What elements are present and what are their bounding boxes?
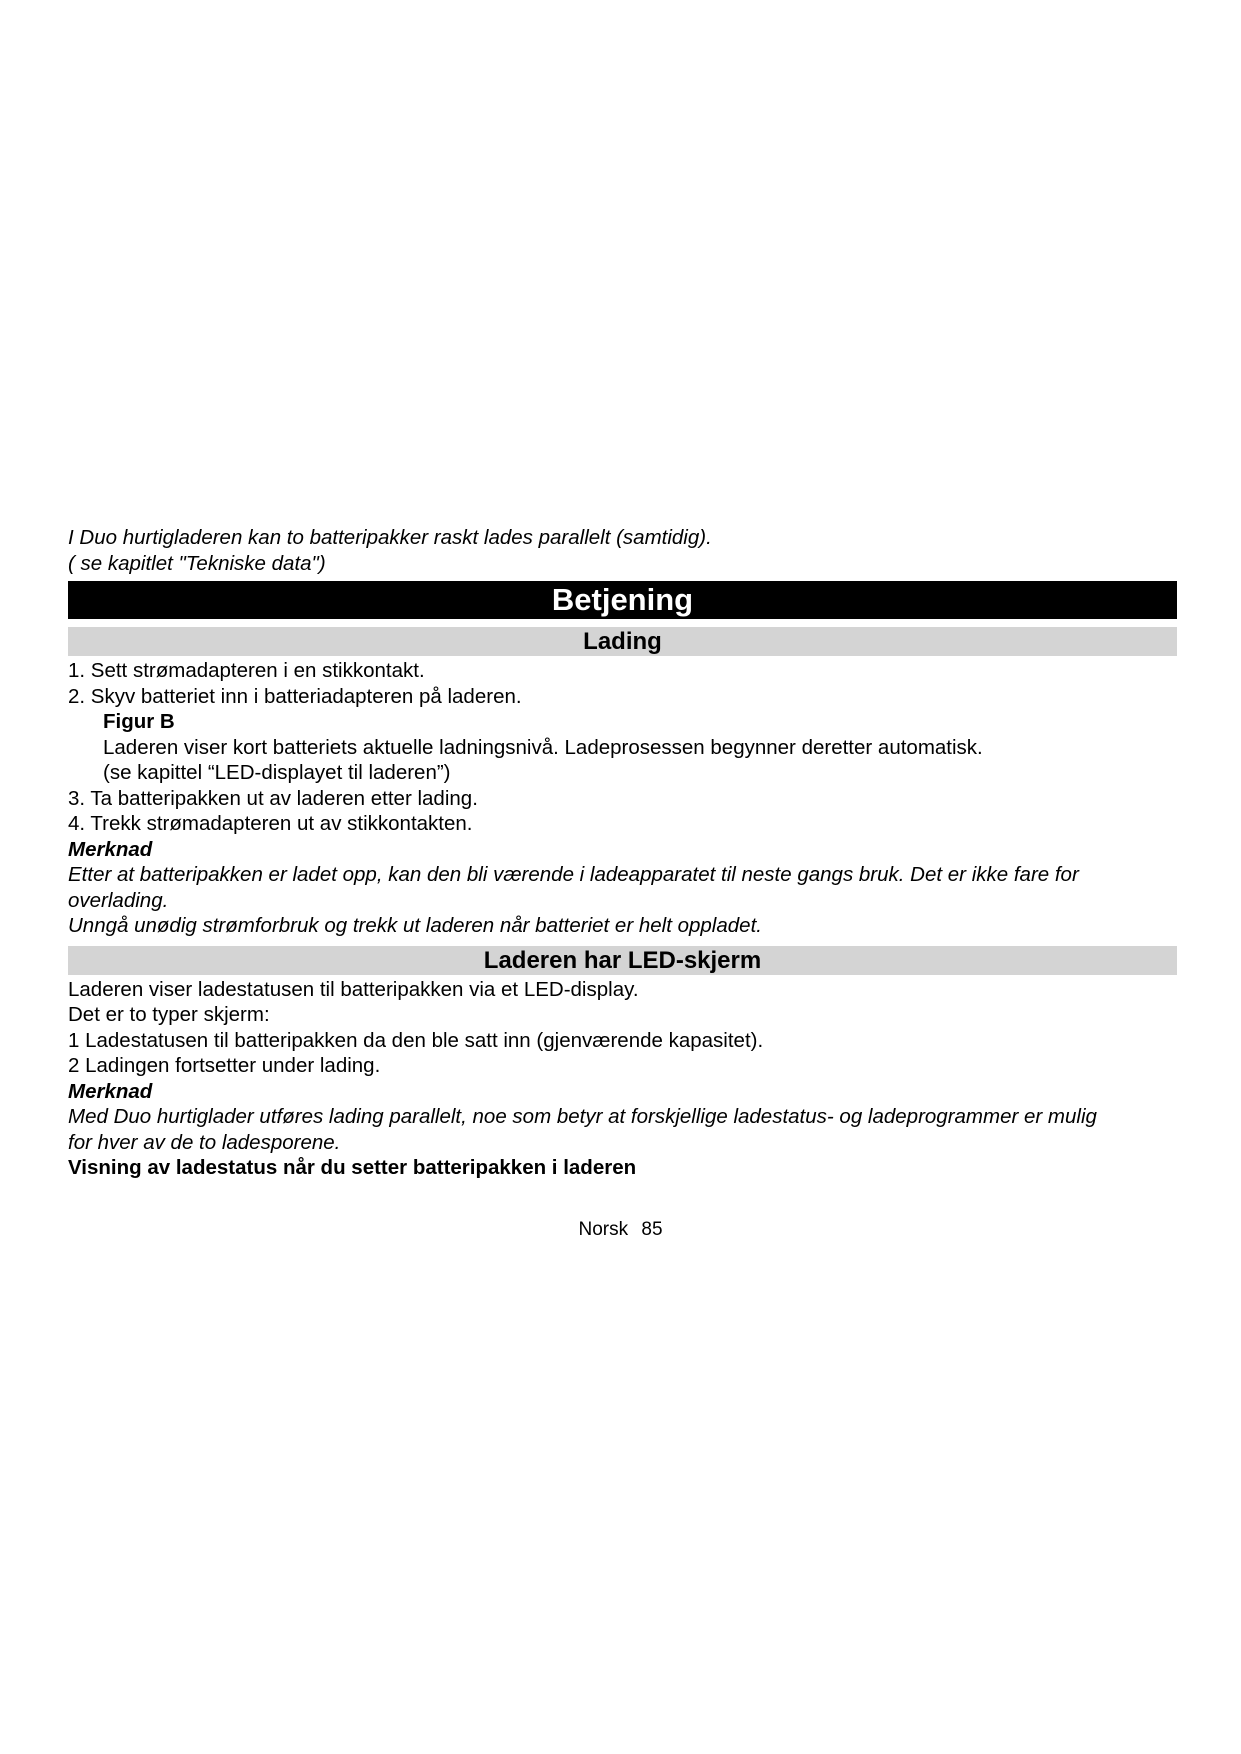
note-label: Merknad [68, 837, 153, 861]
note-text-1: Med Duo hurtiglader utføres lading parallelt, noe som betyr at forskjellige ladestatus- og ladeprogrammer er mulig [68, 1105, 1097, 1128]
step-3: 3. Ta batteripakken ut av laderen etter lading. [68, 786, 478, 810]
bold-subheading: Visning av ladestatus når du setter batteripakken i laderen [68, 1156, 637, 1179]
note-text-2: for hver av de to ladesporene. [68, 1130, 341, 1154]
intro-line-2: ( se kapitlet "Tekniske data") [68, 551, 326, 575]
note-text-3: Unngå unødig strømforbruk og trekk ut laderen når batteriet er helt oppladet. [68, 914, 762, 937]
subsection-heading-led: Laderen har LED-skjerm [68, 946, 1177, 975]
figure-label: Figur B [103, 710, 175, 733]
step-2: 2. Skyv batteriet inn i batteriadapteren på laderen. [68, 684, 522, 708]
step-4: 4. Trekk strømadapteren ut av stikkontakten. [68, 812, 473, 835]
led-text-2: Det er to typer skjerm: [68, 1003, 270, 1026]
page-number: 85 [641, 1219, 663, 1240]
document-page [68, 525, 1177, 1181]
note-text-2: overlading. [68, 888, 169, 912]
led-text-4: 2 Ladingen fortsetter under lading. [68, 1054, 381, 1077]
led-text-3: 1 Ladestatusen til batteripakken da den ble satt inn (gjenværende kapasitet). [68, 1028, 764, 1052]
led-text-1: Laderen viser ladestatusen til batteripakken via et LED-display. [68, 977, 639, 1001]
note-label: Merknad [68, 1079, 153, 1103]
section-heading-betjening: Betjening [68, 581, 1177, 619]
subsection-heading-lading: Lading [68, 627, 1177, 656]
step-2-detail-2: (se kapittel “LED-displayet til laderen”) [103, 761, 451, 784]
step-2-detail-1: Laderen viser kort batteriets aktuelle ladningsnivå. Ladeprosessen begynner deretter automatisk. [103, 735, 983, 759]
note-text-1: Etter at batteripakken er ladet opp, kan den bli værende i ladeapparatet til neste gangs bruk. Det er ikke fare for [68, 863, 1079, 886]
intro-line-1: I Duo hurtigladeren kan to batteripakker raskt lades parallelt (samtidig). [68, 526, 712, 549]
footer-language: Norsk [578, 1219, 629, 1240]
page-footer [0, 1219, 1241, 1241]
step-1: 1. Sett strømadapteren i en stikkontakt. [68, 659, 425, 682]
